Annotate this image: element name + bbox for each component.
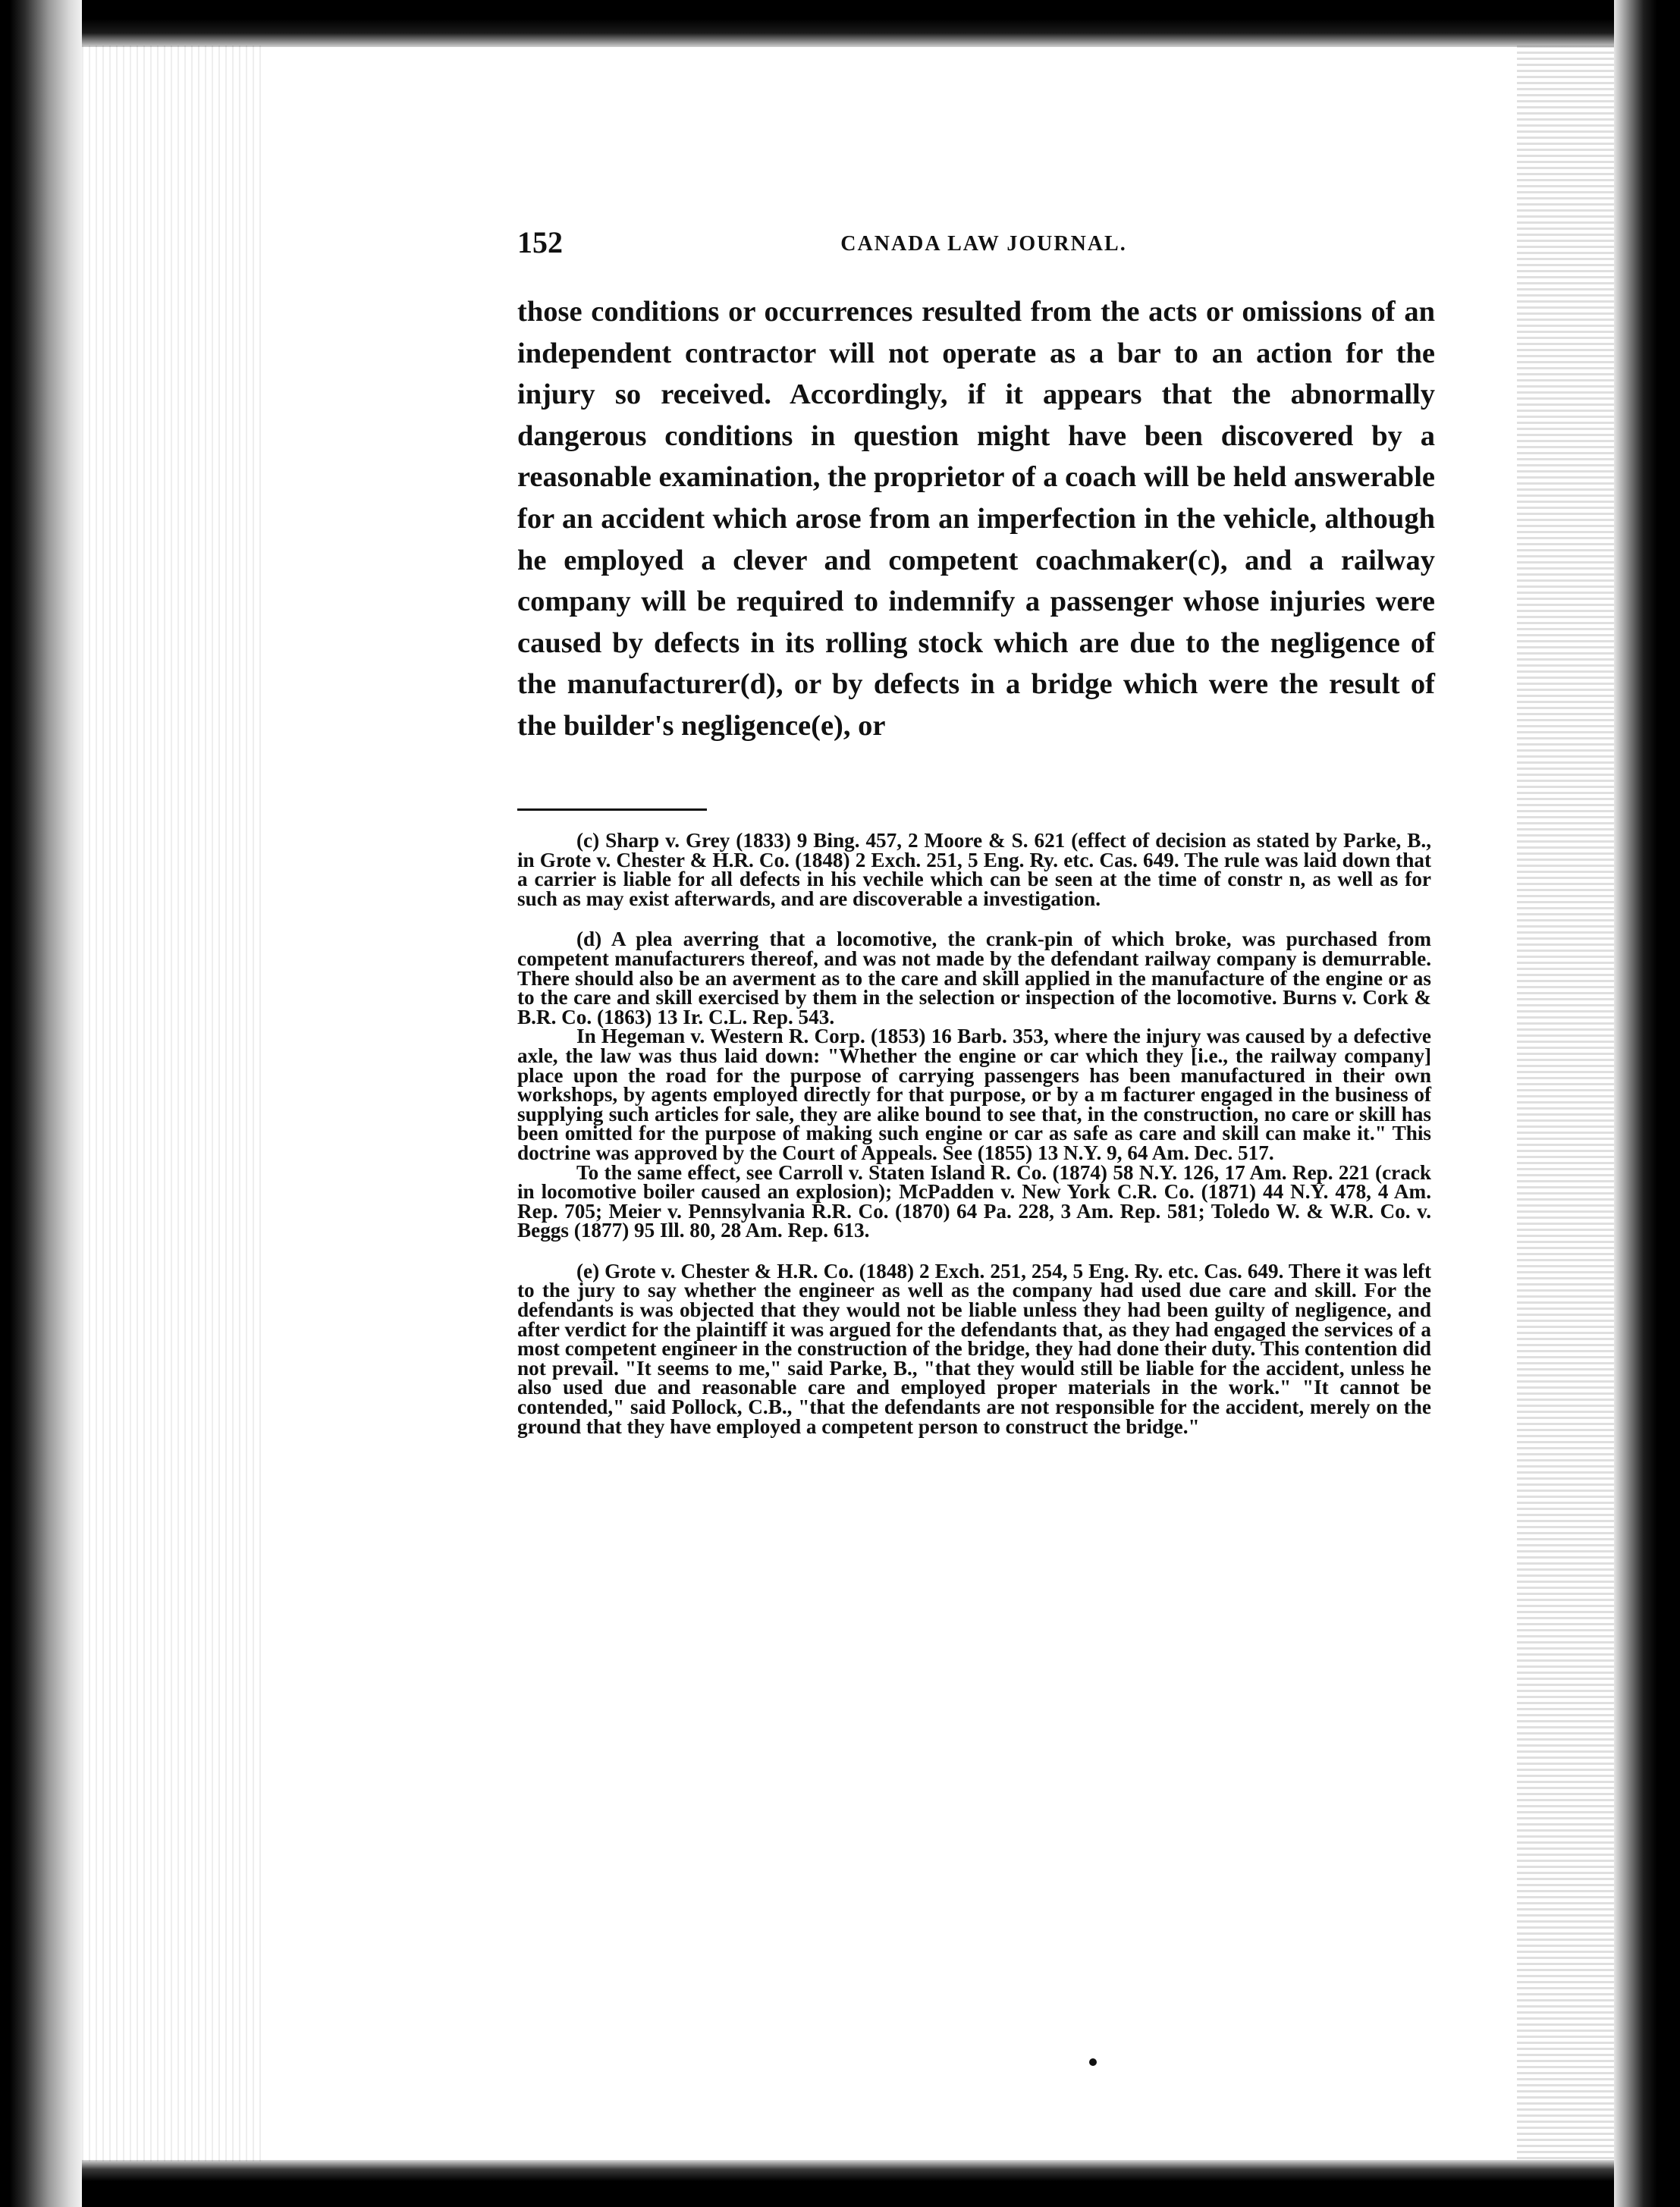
footnote-d: (d) A plea averring that a locomotive, the crank-pin of which broke, was purchased from competent manufacturers thereof, and was not made by the defendant railway company is demurrable. There should also be an averment as to the care and skill applied in the manufacture of the engine or as to the care and skill exercised by them in the selection or inspection of the locomotive. Burns v. Cork & B.R. Co. (1863) 13 Ir. C.L. Rep. 543. [517,928,1431,1028]
scan-border-bottom [0,2160,1680,2207]
running-title: CANADA LAW JOURNAL. [840,232,1127,256]
footnote-divider [517,808,707,811]
binding-shadow-left [82,46,264,2161]
footnote-d-hegeman: In Hegeman v. Western R. Corp. (1853) 16 Barb. 353, where the injury was caused by a defective axle, the law was thus laid down: "Whether the engine or car which they [i.e., the railway company] place upon the road for the purpose of carrying passengers has been manufactured in their own workshops, by agents employed directly for that purpose, or by a m facturer engaged in the business of supplying such articles for sale, they are alike bound to see that, in the construction, no care or skill has been omitted for the purpose of making such engine or car as safe as care and skill can make it." This doctrine was approved by the Court of Appeals. See (1855) 13 N.Y. 9, 64 Am. Dec. 517. [517,1025,1431,1164]
scan-border-right [1614,0,1680,2207]
scan-border-left [0,0,82,2207]
page-edge-shadow-right [1517,46,1614,2161]
ink-speck [1089,2058,1097,2066]
page-number: 152 [517,225,563,259]
footnote-d-same-effect: To the same effect, see Carroll v. Staten Island R. Co. (1874) 58 N.Y. 126, 17 Am. Rep. 221 (crack in locomotive boiler caused an explosion); McPadden v. New York C.R. Co. (1871) 44 N.Y. 478, 4 Am. Rep. 705; Meier v. Pennsylvania R.R. Co. (1870) 64 Pa. 228, 3 Am. Rep. 581; Toledo W. & W.R. Co. v. Beggs (1877) 95 Ill. 80, 28 Am. Rep. 613. [517,1160,1431,1242]
footnotes [517,831,1431,1436]
page-header [517,224,1518,267]
footnote-e: (e) Grote v. Chester & H.R. Co. (1848) 2 Exch. 251, 254, 5 Eng. Ry. etc. Cas. 649. There it was left to the jury to say whether the engineer as well as the company had used due care and skill. For the defendants is was objected that they would not be liable unless they had been guilty of negligence, and after verdict for the plaintiff it was argued for the defendants that, as they had engaged the services of a most competent engineer in the construction of the bridge, they had done their duty. This contention did not prevail. "It seems to me," said Parke, B., "that they would still be liable for the accident, unless he also used due and reasonable care and employed proper materials in the work." "It cannot be contended," said Pollock, C.B., "that the defendants are not responsible for the accident, merely on the ground that they have employed a competent person to construct the bridge." [517,1259,1431,1438]
body-paragraph: those conditions or occurrences resulted from the acts or omissions of an independent contractor will not operate as a bar to an action for the injury so received. Accordingly, if it appears that the abnormally dangerous conditions in question might have been discovered by a reasonable examination, the proprietor of a coach will be held answerable for an accident which arose from an imperfection in the vehicle, although he employed a clever and competent coachmaker(c), and a railway company will be required to indemnify a passenger whose injuries were caused by defects in its rolling stock which are due to the negligence of the manufacturer(d), or by defects in a bridge which were the result of the builder's negligence(e), or [517,296,1435,742]
footnote-c: (c) Sharp v. Grey (1833) 9 Bing. 457, 2 Moore & S. 621 (effect of decision as stated by Parke, B., in Grote v. Chester & H.R. Co. (1848) 2 Exch. 251, 5 Eng. Ry. etc. Cas. 649. The rule was laid down that a carrier is liable for all defects in his vechile which can be seen at the time of constr n, as well as for such as may exist afterwards, and are discoverable a investigation. [517,829,1431,910]
scan-border-top [0,0,1680,47]
